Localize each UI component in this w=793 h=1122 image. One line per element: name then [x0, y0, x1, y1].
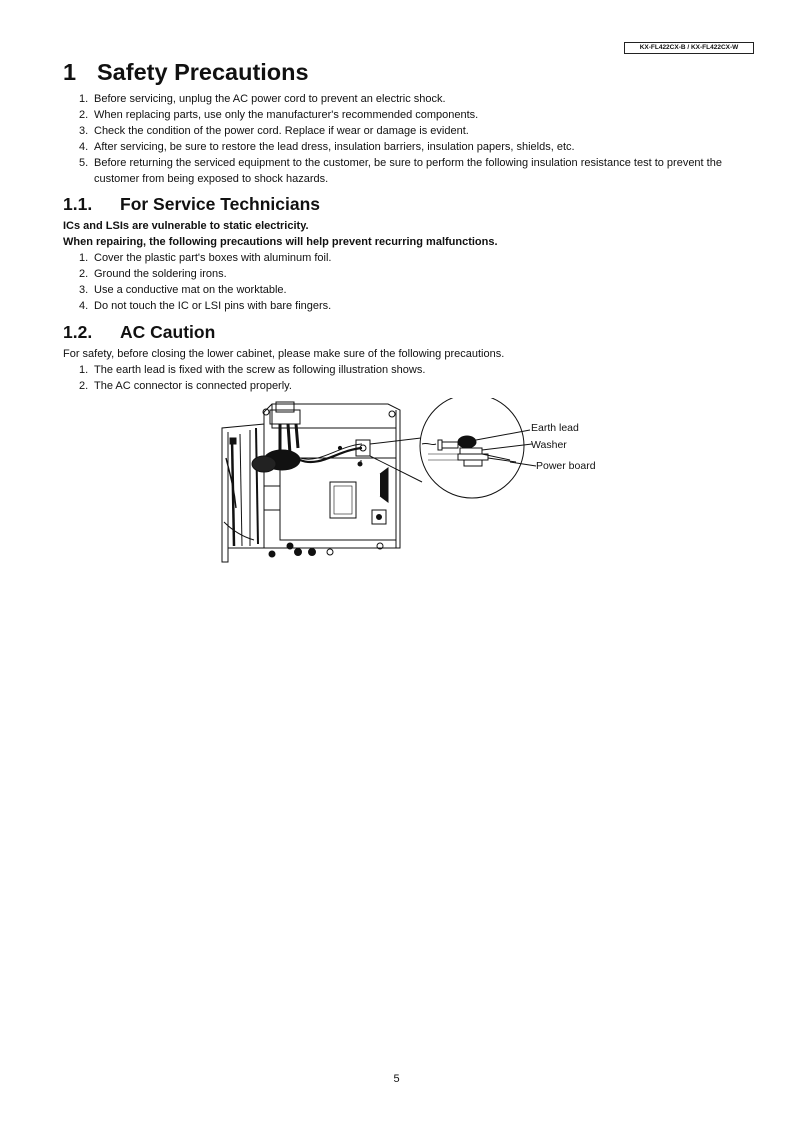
item-number: 1. [79, 364, 89, 376]
item-text: The earth lead is fixed with the screw as following illustration shows. [94, 364, 426, 376]
list-item [79, 298, 331, 314]
earth-lead-label: Earth lead [531, 422, 579, 434]
list-item [79, 266, 331, 282]
section-1-2-number: 1.2. [63, 322, 93, 342]
ac-caution-intro: For safety, before closing the lower cabinet, please make sure of the following precautions. [63, 348, 505, 360]
service-technicians-list [79, 250, 331, 314]
item-number: 4. [79, 141, 89, 153]
list-item [79, 362, 425, 378]
item-text: Ground the soldering irons. [94, 268, 227, 280]
section-1-number: 1 [63, 59, 77, 85]
item-number: 3. [79, 125, 89, 137]
item-text: Before servicing, unplug the AC power cord to prevent an electric shock. [94, 93, 446, 105]
item-text: Before returning the serviced equipment to the customer, be sure to perform the following insulation resistance test to prevent the customer from being exposed to shock hazards. [94, 157, 722, 185]
item-number: 2. [79, 268, 89, 280]
section-1-1-title: For Service Technicians [120, 194, 321, 214]
item-text: The AC connector is connected properly. [94, 380, 292, 392]
model-number-box: KX-FL422CX-B / KX-FL422CX-W [624, 42, 754, 54]
section-1-1-heading [63, 193, 320, 215]
item-number: 1. [79, 93, 89, 105]
item-text: Use a conductive mat on the worktable. [94, 284, 287, 296]
section-1-heading [63, 57, 309, 87]
power-board-label: Power board [536, 460, 596, 472]
list-item [79, 139, 756, 155]
repair-precautions-note: When repairing, the following precautions will help prevent recurring malfunctions. [63, 236, 498, 248]
section-1-2-title: AC Caution [120, 322, 216, 342]
section-1-1-number: 1.1. [63, 194, 93, 214]
list-item [79, 378, 425, 394]
list-item [79, 282, 331, 298]
item-number: 5. [79, 157, 89, 169]
item-text: Check the condition of the power cord. Replace if wear or damage is evident. [94, 125, 469, 137]
item-number: 2. [79, 109, 89, 121]
page-number: 5 [393, 1073, 400, 1085]
item-number: 3. [79, 284, 89, 296]
item-number: 1. [79, 252, 89, 264]
list-item [79, 155, 756, 187]
section-1-2-heading [63, 321, 215, 343]
earth-lead-illustration [220, 398, 610, 566]
list-item [79, 250, 331, 266]
item-text: After servicing, be sure to restore the lead dress, insulation barriers, insulation papers, shields, etc. [94, 141, 575, 153]
item-text: Cover the plastic part's boxes with aluminum foil. [94, 252, 332, 264]
safety-precautions-list [79, 91, 756, 187]
magnified-detail [420, 398, 524, 498]
item-text: When replacing parts, use only the manufacturer's recommended components. [94, 109, 479, 121]
static-warning-note: ICs and LSIs are vulnerable to static electricity. [63, 220, 309, 232]
list-item [79, 91, 756, 107]
item-number: 4. [79, 300, 89, 312]
ac-caution-list [79, 362, 425, 394]
list-item [79, 107, 756, 123]
item-number: 2. [79, 380, 89, 392]
list-item [79, 123, 756, 139]
item-text: Do not touch the IC or LSI pins with bare fingers. [94, 300, 332, 312]
section-1-title: Safety Precautions [97, 59, 309, 85]
cabinet-drawing [222, 402, 400, 562]
washer-label: Washer [531, 439, 567, 451]
